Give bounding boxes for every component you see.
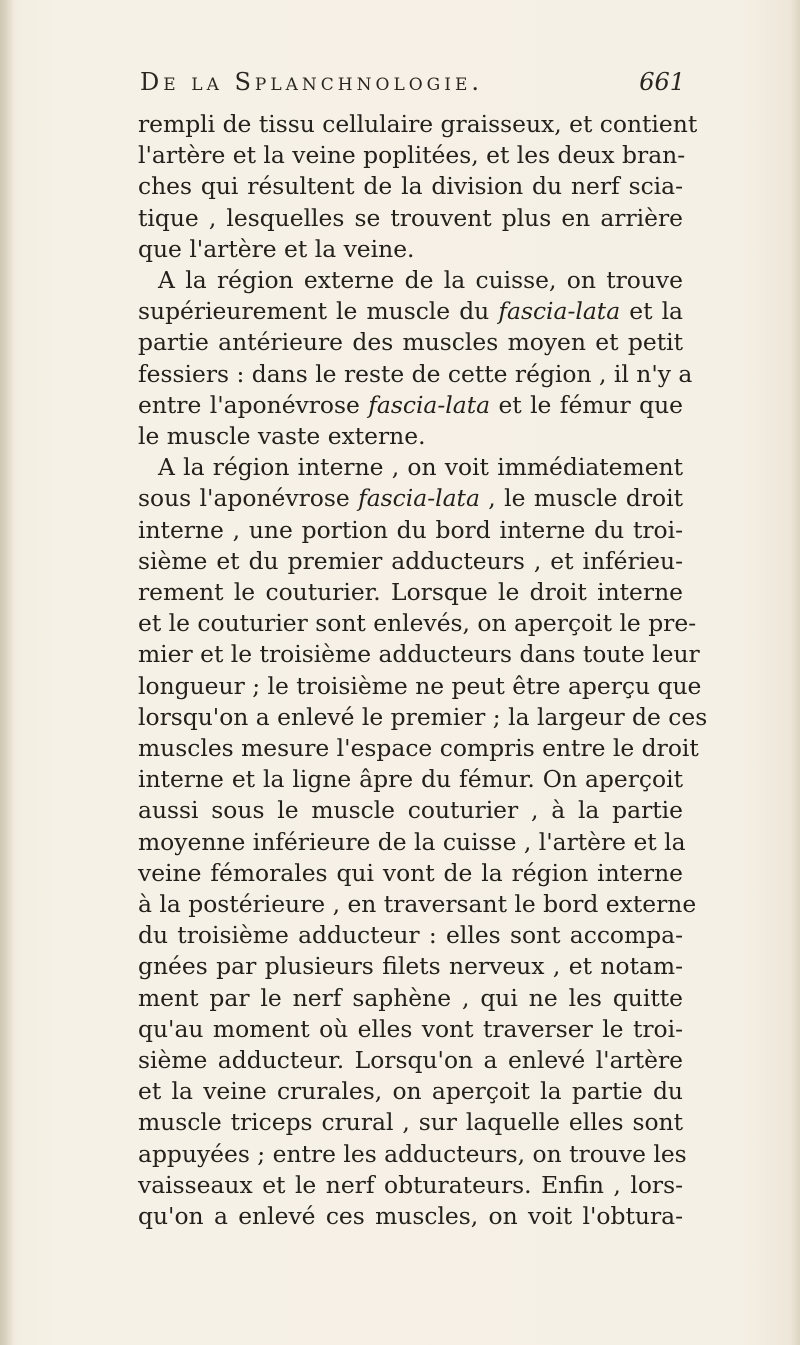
text-line: A la région externe de la cuisse, on trouve xyxy=(158,266,683,294)
text-line: l'artère et la veine poplitées, et les deux bran- xyxy=(138,141,686,170)
text-line: fessiers : dans le reste de cette région , il n'y a xyxy=(138,359,693,388)
text-line: lorsqu'on a enlevé le premier ; la largeur de ces xyxy=(138,702,708,731)
text-line: qu'on a enlevé ces muscles, on voit l'obtura- xyxy=(138,1202,683,1230)
text-line: muscle triceps crural , sur laquelle elles sont xyxy=(138,1108,683,1137)
page-edge xyxy=(790,0,800,1345)
text-line: interne , une portion du bord interne du troi- xyxy=(138,515,683,544)
text-line: gnées par plusieurs filets nerveux , et notam- xyxy=(138,952,683,981)
text-line: veine fémorales qui vont de la région interne xyxy=(138,858,683,887)
page-header xyxy=(140,68,685,102)
text-line: sous l'aponévrose fascia-lata , le muscle droit xyxy=(138,484,683,513)
text-line: moyenne inférieure de la cuisse , l'artère et la xyxy=(138,827,686,856)
text-line: et la veine crurales, on aperçoit la partie du xyxy=(138,1077,683,1106)
page-number: 661 xyxy=(639,68,685,96)
text-line: que l'artère et la veine. xyxy=(138,234,415,263)
text-line: sième adducteur. Lorsqu'on a enlevé l'artère xyxy=(138,1046,683,1074)
text-line: rempli de tissu cellulaire graisseux, et contient xyxy=(138,110,698,138)
text-line: entre l'aponévrose fascia-lata et le fémur que xyxy=(138,390,683,419)
running-head: De la Splanchnologie. xyxy=(140,68,484,96)
text-line: supérieurement le muscle du fascia-lata et la xyxy=(138,297,683,326)
text-line: interne et la ligne âpre du fémur. On aperçoit xyxy=(138,765,683,794)
text-line: partie antérieure des muscles moyen et petit xyxy=(138,328,683,357)
text-line: vaisseaux et le nerf obturateurs. Enfin , lors- xyxy=(138,1170,683,1199)
text-line: ment par le nerf saphène , qui ne les quitte xyxy=(138,983,683,1012)
text-line: tique , lesquelles se trouvent plus en arrière xyxy=(138,203,683,232)
text-line: appuyées ; entre les adducteurs, on trouve les xyxy=(138,1139,687,1168)
italic-term: fascia-lata xyxy=(498,297,621,326)
text-line: aussi sous le muscle couturier , à la partie xyxy=(138,796,683,825)
italic-term: fascia-lata xyxy=(358,484,480,513)
text-line: à la postérieure , en traversant le bord externe xyxy=(138,890,697,918)
italic-term: fascia-lata xyxy=(368,390,491,419)
text-line: qu'au moment où elles vont traverser le troi- xyxy=(138,1014,683,1043)
text-line: du troisième adducteur : elles sont accompa- xyxy=(138,921,683,950)
text-line: le muscle vaste externe. xyxy=(138,422,426,450)
text-line: ches qui résultent de la division du nerf scia- xyxy=(138,172,683,201)
text-line: sième et du premier adducteurs , et inférieu- xyxy=(138,546,683,575)
text-line: mier et le troisième adducteurs dans toute leur xyxy=(138,640,700,669)
binding-shadow xyxy=(0,0,14,1345)
text-line: rement le couturier. Lorsque le droit interne xyxy=(138,578,683,606)
text-line: muscles mesure l'espace compris entre le droit xyxy=(138,734,699,762)
text-line: A la région interne , on voit immédiatement xyxy=(158,453,683,482)
text-line: longueur ; le troisième ne peut être aperçu que xyxy=(138,671,702,700)
text-line: et le couturier sont enlevés, on aperçoit le pre- xyxy=(138,609,697,638)
